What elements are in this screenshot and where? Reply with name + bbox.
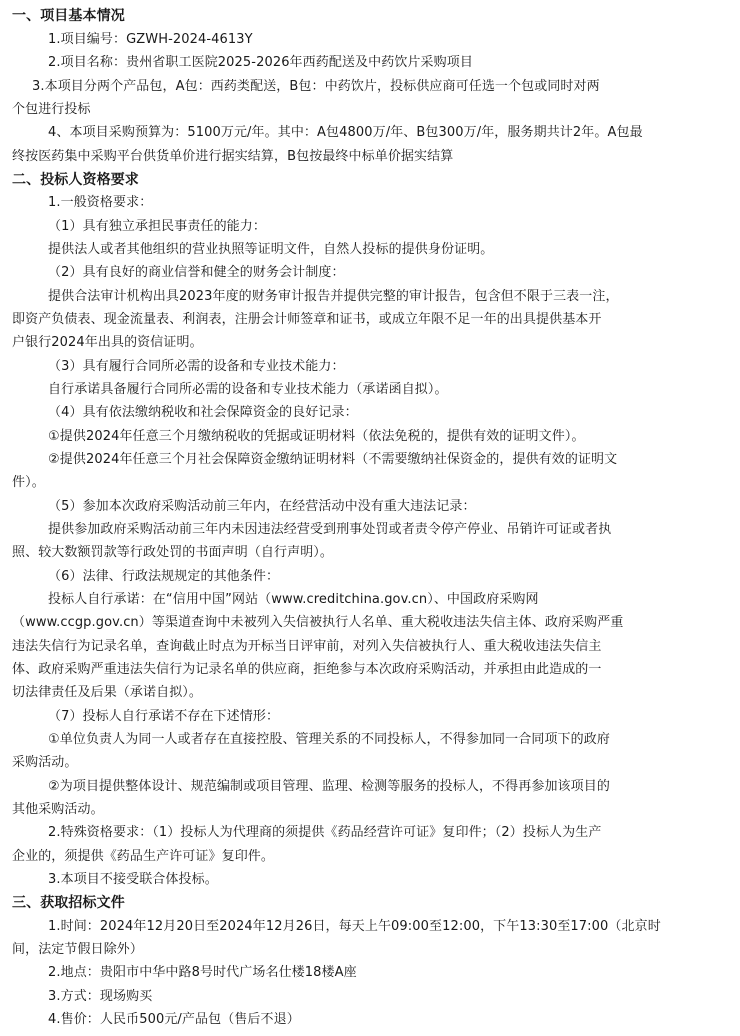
condition-6-detail-5: 切法律责任及后果（承诺自拟）。: [12, 685, 203, 700]
project-number: 1.项目编号：GZWH-2024-4613Y: [48, 32, 253, 47]
section-3-heading: 三、获取招标文件: [12, 895, 125, 911]
project-name: 2.项目名称：贵州省职工医院2025-2026年西药配送及中药饮片采购项目: [48, 55, 473, 70]
acquire-place: 2.地点：贵阳市中华中路8号时代广场名仕楼18楼A座: [48, 965, 357, 980]
condition-6: （6）法律、行政法规规定的其他条件：: [48, 569, 280, 584]
condition-7-detail-2b: 其他采购活动。: [12, 802, 104, 817]
section-1-heading: 一、项目基本情况: [12, 8, 125, 24]
acquire-time-2: 间，法定节假日除外）: [12, 942, 144, 957]
condition-5-detail-2: 照、较大数额罚款等行政处罚的书面声明（自行声明）。: [12, 545, 334, 560]
special-requirements-1: 2.特殊资格要求：（1）投标人为代理商的须提供《药品经营许可证》复印件；（2）投标人为生产: [48, 825, 602, 840]
condition-2-detail-1: 提供合法审计机构出具2023年度的财务审计报告并提供完整的审计报告，包含但不限于三表一注，: [48, 289, 619, 304]
condition-6-detail-1: 投标人自行承诺：在“信用中国”网站（www.creditchina.gov.cn）、中国政府采购网: [48, 592, 539, 607]
condition-3: （3）具有履行合同所必需的设备和专业技术能力：: [48, 359, 345, 374]
joint-bid-note: 3.本项目不接受联合体投标。: [48, 872, 218, 887]
acquire-method: 3.方式：现场购买: [48, 989, 153, 1004]
budget-line-1: 4、本项目采购预算为：5100万元/年。其中：A包4800万/年、B包300万/年，服务期共计2年。A包最: [48, 125, 643, 140]
budget-line-2: 终按医药集中采购平台供货单价进行据实结算，B包按最终中标单价据实结算: [12, 149, 454, 164]
condition-7-detail-1b: 采购活动。: [12, 755, 78, 770]
condition-5: （5）参加本次政府采购活动前三年内，在经营活动中没有重大违法记录：: [48, 499, 476, 514]
condition-4-detail-2a: ②提供2024年任意三个月社会保障资金缴纳证明材料（不需要缴纳社保资金的，提供有效的证明文: [48, 452, 618, 467]
condition-1: （1）具有独立承担民事责任的能力：: [48, 219, 266, 234]
acquire-price: 4.售价：人民币500元/产品包（售后不退）: [48, 1012, 300, 1027]
condition-4-detail-2b: 件）。: [12, 475, 45, 490]
condition-6-detail-4: 体、政府采购严重违法失信行为记录名单的供应商，拒绝参与本次政府采购活动，并承担由此造成的一: [12, 662, 602, 677]
condition-7-detail-1a: ①单位负责人为同一人或者存在直接控股、管理关系的不同投标人，不得参加同一合同项下的政府: [48, 732, 610, 747]
condition-1-detail: 提供法人或者其他组织的营业执照等证明文件，自然人投标的提供身份证明。: [48, 242, 494, 257]
packages-line-2: 个包进行投标: [12, 102, 91, 117]
packages-line-1: 3.本项目分两个产品包，A包：西药类配送，B包：中药饮片，投标供应商可任选一个包或同时对两: [32, 79, 600, 94]
condition-6-detail-3: 违法失信行为记录名单，查询截止时点为开标当日评审前，对列入失信被执行人、重大税收违法失信主: [12, 639, 602, 654]
condition-6-detail-2: （www.ccgp.gov.cn）等渠道查询中未被列入失信被执行人名单、重大税收违法失信主体、政府采购严重: [12, 615, 624, 630]
general-requirements: 1.一般资格要求：: [48, 195, 153, 210]
condition-4-detail-1: ①提供2024年任意三个月缴纳税收的凭据或证明材料（依法免税的，提供有效的证明文件）。: [48, 429, 585, 444]
acquire-time-1: 1.时间：2024年12月20日至2024年12月26日，每天上午09:00至12:00，下午13:30至17:00（北京时: [48, 919, 661, 934]
section-2-heading: 二、投标人资格要求: [12, 172, 139, 188]
special-requirements-2: 企业的，须提供《药品生产许可证》复印件。: [12, 849, 275, 864]
condition-3-detail: 自行承诺具备履行合同所必需的设备和专业技术能力（承诺函自拟）。: [48, 382, 448, 397]
condition-4: （4）具有依法缴纳税收和社会保障资金的良好记录：: [48, 405, 358, 420]
condition-5-detail-1: 提供参加政府采购活动前三年内未因违法经营受到刑事处罚或者责令停产停业、吊销许可证或者执: [48, 522, 612, 537]
condition-2-detail-3: 户银行2024年出具的资信证明。: [12, 335, 203, 350]
condition-2-detail-2: 即资产负债表、现金流量表、利润表，注册会计师签章和证书，或成立年限不足一年的出具提供基本开: [12, 312, 602, 327]
condition-2: （2）具有良好的商业信誉和健全的财务会计制度：: [48, 265, 345, 280]
condition-7-detail-2a: ②为项目提供整体设计、规范编制或项目管理、监理、检测等服务的投标人，不得再参加该项目的: [48, 779, 610, 794]
condition-7: （7）投标人自行承诺不存在下述情形：: [48, 709, 280, 724]
